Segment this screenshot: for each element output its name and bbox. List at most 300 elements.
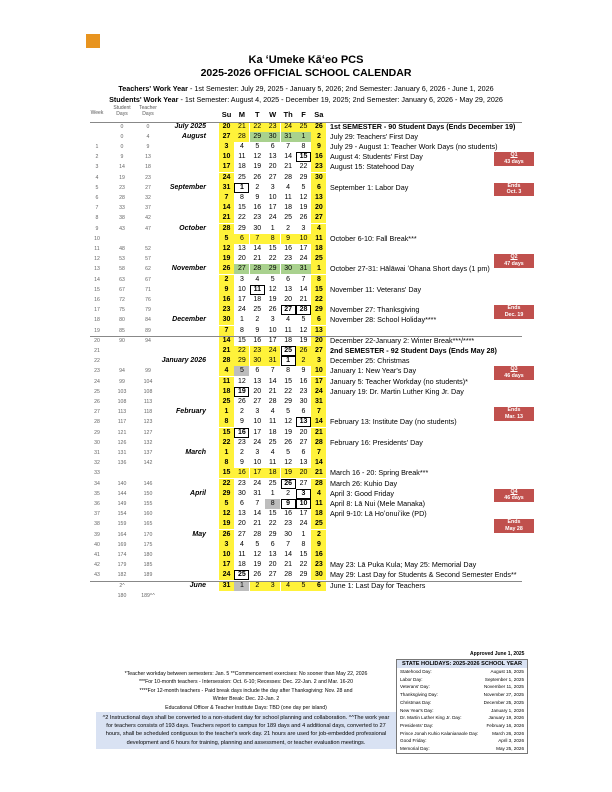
holiday-name: Christmas Day: (400, 699, 432, 705)
quarter-days-tag (494, 489, 534, 503)
calendar-day: 11 (238, 153, 246, 161)
week-number: 8 (95, 215, 99, 222)
calendar-day: 6 (301, 408, 306, 416)
teacher-days-count: 71 (145, 286, 151, 293)
calendar-day: 18 (253, 295, 262, 303)
calendar-day: 22 (311, 295, 326, 305)
quarter-label: Q1 (510, 152, 518, 159)
calendar-day: 13 (268, 153, 277, 161)
quarter-ends-label: Ends (507, 182, 521, 189)
month-label: September (169, 183, 206, 191)
week-number: 13 (94, 266, 100, 273)
calendar-day: 24 (265, 346, 280, 356)
calendar-day: 15 (284, 377, 292, 385)
calendar-day: 28 (219, 224, 234, 234)
calendar-day: 28 (250, 264, 265, 274)
calendar-day: 25 (284, 214, 292, 222)
teacher-days-count: 142 (143, 460, 153, 467)
calendar-day: 29 (311, 305, 326, 315)
calendar-day: 6 (270, 540, 275, 548)
calendar-day: 24 (237, 306, 246, 314)
quarter-label: Q3 (510, 366, 518, 373)
month-label: August (181, 132, 206, 140)
calendar-day: 1 (270, 489, 275, 497)
calendar-day: 6 (239, 499, 244, 507)
holiday-name: Memorial Day: (400, 746, 430, 752)
quarter-end-tag (494, 519, 534, 533)
student-days-count: 164 (117, 531, 127, 538)
calendar-day: 17 (250, 468, 265, 478)
calendar-day: 14 (219, 336, 234, 346)
calendar-day: 8 (301, 540, 306, 548)
month-label: December (172, 316, 206, 324)
calendar-day: 23 (237, 479, 246, 487)
calendar-day: 17 (219, 162, 234, 172)
holiday-name: Veterans' Day: (400, 684, 430, 690)
calendar-day: 23 (311, 162, 326, 172)
student-days-count (114, 356, 130, 366)
student-days-count: 0 (120, 133, 124, 140)
student-days-count (114, 468, 130, 478)
weekday-th: Th (283, 110, 293, 119)
calendar-day: 5 (255, 540, 260, 548)
student-days-count: 174 (117, 551, 127, 558)
teacher-days-count (140, 234, 156, 244)
calendar-day: 27 (311, 346, 326, 356)
calendar-day: 11 (269, 459, 277, 467)
calendar-day: 12 (219, 509, 234, 519)
teacher-days-count: 84 (145, 317, 151, 324)
teacher-days-count: 9 (146, 143, 150, 150)
week-number: 25 (94, 388, 100, 395)
week-number: 33 (94, 470, 100, 477)
calendar-day: 24 (253, 479, 262, 487)
calendar-day: 21 (311, 428, 326, 438)
calendar-day: 14 (219, 203, 234, 213)
week-number: 23 (94, 368, 100, 375)
week-number (90, 132, 104, 142)
calendar-day: 4 (270, 448, 275, 456)
calendar-day: 17 (268, 336, 277, 344)
week-number: 9 (95, 225, 99, 232)
calendar-day: 12 (284, 459, 292, 467)
quarter-label: Q4 (510, 488, 518, 495)
teacher-days-count: 189^^ (141, 592, 155, 599)
calendar-day: 22 (219, 479, 234, 489)
holiday-date: January 1, 2026 (491, 707, 524, 713)
calendar-day: 1 (296, 132, 311, 142)
teacher-days-count: 23 (145, 174, 151, 181)
calendar-day: 21 (253, 520, 262, 528)
teacher-days-count: 76 (145, 296, 151, 303)
calendar-day: 30 (253, 224, 262, 232)
calendar-day: 17 (299, 510, 308, 518)
week-number: 26 (94, 398, 100, 405)
calendar-day: 9 (219, 285, 234, 295)
calendar-day: 10 (219, 550, 234, 560)
calendar-day: 7 (250, 234, 265, 244)
student-days-count: 117 (117, 419, 127, 426)
calendar-day: 4 (255, 275, 260, 283)
calendar-day: 4 (286, 316, 291, 324)
weekday-t: T (255, 110, 260, 119)
calendar-day: 13 (237, 510, 246, 518)
calendar-day: 13 (237, 244, 246, 252)
student-days-count: 140 (117, 480, 127, 487)
calendar-day: 26 (299, 214, 308, 222)
quarter-days-tag (494, 366, 534, 380)
calendar-day: 14 (299, 285, 308, 293)
calendar-day: 31 (311, 397, 326, 407)
holiday-date: November 11, 2025 (483, 684, 524, 690)
student-days-count: 180 (117, 592, 127, 599)
teacher-days-count: 47 (145, 225, 151, 232)
student-days-count: 28 (119, 194, 125, 201)
week-number: 28 (94, 419, 100, 426)
quarter-end-date: Mar. 13 (505, 413, 523, 420)
calendar-day: 20 (311, 336, 326, 346)
calendar-day: 6 (270, 142, 275, 150)
student-days-count: 94 (119, 368, 125, 375)
calendar-day: 23 (237, 438, 246, 446)
calendar-day: 12 (253, 550, 262, 558)
calendar-day: 27 (237, 530, 246, 538)
teacher-days-count: 155 (143, 500, 153, 507)
calendar-day: 18 (284, 204, 292, 212)
footnote-line: Educational Officer & Teacher Institute Days: TBD (one day per island) (165, 704, 327, 711)
calendar-day: 15 (237, 204, 246, 212)
calendar-day: 12 (299, 326, 308, 334)
calendar-day: 28 (311, 438, 326, 448)
calendar-day: 1 (239, 316, 244, 324)
calendar-day: 11 (284, 193, 292, 201)
calendar-day: 20 (219, 122, 234, 132)
teacher-days-count (140, 346, 156, 356)
student-days-count: 108 (117, 398, 127, 405)
event-note: November 28: School Holiday**** (330, 315, 437, 325)
event-note: December 25: Christmas (330, 356, 410, 366)
calendar-day: 14 (284, 550, 292, 558)
calendar-day: 19 (219, 254, 234, 264)
holiday-row (397, 683, 527, 691)
student-days-count: 154 (117, 511, 127, 518)
holiday-row (397, 699, 527, 707)
teacher-days-count: 67 (145, 276, 151, 283)
teacher-days-count: 13 (145, 154, 151, 161)
calendar-day: 10 (268, 326, 277, 334)
month-label: July 2025 (174, 122, 206, 130)
calendar-day: 2 (311, 530, 326, 540)
student-days-count: 19 (119, 174, 125, 181)
student-days-count: 0 (120, 143, 124, 150)
holiday-name: Statehood Day: (400, 669, 432, 674)
calendar-day: 25 (281, 346, 296, 356)
calendar-day: 2 (255, 316, 260, 324)
weekday-sa: Sa (314, 110, 324, 119)
calendar-day: 19 (253, 561, 262, 569)
calendar-day: 27 (299, 438, 308, 446)
calendar-day: 14 (253, 244, 262, 252)
teacher-days-count: 4 (146, 133, 150, 140)
row-separator (90, 336, 522, 337)
calendar-day: 19 (299, 336, 308, 344)
event-note: March 16 - 20: Spring Break*** (330, 468, 429, 478)
calendar-day: 18 (268, 428, 277, 436)
calendar-day: 3 (265, 581, 280, 591)
calendar-day: 24 (299, 520, 308, 528)
calendar-day: 31 (296, 264, 311, 274)
week-number: 11 (94, 245, 100, 252)
calendar-day: 12 (237, 377, 246, 385)
calendar-day: 1 (234, 581, 249, 591)
teacher-days-count: 189 (143, 572, 153, 579)
month-label: November (171, 265, 206, 273)
student-days-count: 48 (119, 245, 125, 252)
week-number: 29 (94, 429, 100, 436)
calendar-day: 25 (268, 438, 277, 446)
calendar-day: 4 (311, 224, 326, 234)
calendar-day: 15 (237, 336, 246, 344)
calendar-day: 9 (281, 234, 296, 244)
calendar-day: 28 (311, 479, 326, 489)
state-holidays-box (396, 659, 528, 754)
calendar-day: 20 (268, 561, 277, 569)
week-col-header: Week (90, 110, 104, 116)
calendar-day: 13 (284, 285, 292, 293)
week-number: 1 (95, 143, 99, 150)
student-days-count: 14 (119, 164, 125, 171)
calendar-day: 23 (253, 214, 262, 222)
event-note: July 29: Teachers' First Day (330, 131, 418, 141)
calendar-day: 21 (234, 122, 249, 132)
student-days-count: 63 (119, 276, 125, 283)
calendar-day: 1 (301, 530, 306, 538)
quarter-label: Q2 (510, 254, 518, 261)
teachers-work-year (0, 84, 612, 93)
teacher-days-count: 0 (146, 123, 150, 130)
calendar-day: 25 (268, 479, 277, 487)
holiday-row (397, 707, 527, 715)
quarter-end-date: May 28 (505, 526, 523, 533)
week-number: 24 (94, 378, 100, 385)
calendar-day: 31 (253, 489, 262, 497)
calendar-day: 18 (311, 244, 326, 254)
week-number: 42 (94, 562, 100, 569)
calendar-day: 14 (268, 377, 277, 385)
calendar-day: 18 (219, 387, 234, 397)
week-number: 2 (95, 154, 99, 161)
calendar-day: 21 (299, 295, 308, 303)
calendar-day: 16 (311, 152, 326, 162)
calendar-day: 15 (296, 152, 311, 162)
calendar-day: 27 (281, 305, 296, 315)
student-days-count: 85 (119, 327, 125, 334)
state-holidays-list (397, 668, 527, 753)
teacher-days-count: 52 (145, 245, 151, 252)
week-number: 18 (94, 317, 100, 324)
calendar-day: 18 (237, 561, 246, 569)
week-number: 38 (94, 521, 100, 528)
calendar-day: 1 (234, 183, 249, 193)
calendar-day: 27 (234, 264, 249, 274)
week-number: 14 (94, 276, 100, 283)
week-number: 40 (94, 541, 100, 548)
calendar-day: 20 (299, 428, 308, 436)
quarter-days-tag (494, 254, 534, 268)
calendar-day: 30 (250, 356, 265, 366)
holiday-row (397, 722, 527, 730)
calendar-day: 29 (219, 489, 234, 499)
calendar-day: 3 (255, 408, 260, 416)
holiday-date: November 27, 2025 (483, 692, 524, 698)
week-number: 22 (94, 358, 100, 365)
holiday-date: January 19, 2026 (488, 715, 524, 721)
calendar-day: 9 (239, 418, 244, 426)
month-label: February (176, 408, 206, 416)
calendar-day: 30 (311, 570, 326, 580)
calendar-day: 27 (253, 397, 262, 405)
calendar-day: 30 (237, 489, 246, 497)
calendar-day: 6 (301, 448, 306, 456)
week-number: 21 (94, 347, 100, 354)
calendar-day: 5 (219, 234, 234, 244)
calendar-day: 24 (311, 387, 326, 397)
calendar-day: 16 (219, 295, 234, 305)
holiday-name: Labor Day: (400, 676, 423, 682)
calendar-day: 22 (299, 561, 308, 569)
teacher-days-count: 99 (145, 368, 151, 375)
event-note: September 1: Labor Day (330, 182, 409, 192)
calendar-day: 5 (286, 408, 291, 416)
calendar-day: 27 (219, 132, 234, 142)
calendar-day: 5 (234, 366, 249, 376)
week-number: 27 (94, 409, 100, 416)
weekday-m: M (238, 110, 246, 119)
calendar-day: 3 (311, 356, 326, 366)
calendar-day: 12 (268, 285, 277, 293)
teachers-work-year-label: Teachers' Work Year (118, 84, 188, 93)
calendar-day: 7 (219, 193, 234, 203)
calendar-day: 25 (296, 122, 311, 132)
teacher-days-count: 150 (143, 490, 153, 497)
calendar-day: 3 (270, 316, 275, 324)
quarter-days: 43 days (504, 158, 524, 165)
teacher-days-count: 175 (143, 541, 153, 548)
calendar-day: 8 (265, 499, 280, 509)
teacher-days-count: 185 (143, 562, 153, 569)
calendar-day: 31 (219, 581, 234, 591)
calendar-day: 18 (265, 468, 280, 478)
teacher-days-count: 137 (143, 449, 153, 456)
calendar-day: 8 (219, 458, 234, 468)
calendar-day: 10 (311, 366, 326, 376)
week-number: 16 (94, 296, 100, 303)
holiday-row (397, 730, 527, 738)
holiday-row (397, 676, 527, 684)
calendar-day: 27 (311, 213, 326, 223)
calendar-day: 7 (311, 407, 326, 417)
calendar-day: 15 (268, 244, 277, 252)
calendar-day: 24 (268, 214, 277, 222)
calendar-day: 9 (301, 367, 306, 375)
calendar-day: 28 (253, 530, 262, 538)
calendar-day: 10 (237, 285, 246, 293)
calendar-day: 7 (311, 448, 326, 458)
week-number: 10 (94, 235, 100, 242)
student-days-count: 58 (119, 266, 125, 273)
calendar-day: 17 (219, 560, 234, 570)
calendar-day: 15 (268, 510, 277, 518)
calendar-day: 19 (234, 387, 249, 397)
calendar-day: 16 (234, 428, 249, 438)
week-number: 20 (94, 337, 100, 344)
calendar-day: 29 (250, 132, 265, 142)
calendar-day: 5 (286, 448, 291, 456)
calendar-day: 2 (286, 224, 291, 232)
quarter-days: 46 days (504, 373, 524, 380)
holiday-row (397, 745, 527, 753)
event-note: April 9-10: Lā Hoʻonuiʻike (PD) (330, 509, 427, 519)
calendar-day: 4 (311, 489, 326, 499)
holiday-row (397, 737, 527, 745)
calendar-day: 2 (219, 275, 234, 285)
teacher-days-count: 160 (143, 511, 153, 518)
calendar-day: 22 (219, 438, 234, 448)
calendar-day: 26 (281, 479, 296, 489)
calendar-day: 29 (265, 264, 280, 274)
calendar-day: 22 (268, 520, 277, 528)
calendar-day: 3 (301, 224, 306, 232)
calendar-day: 10 (296, 234, 311, 244)
teacher-days-col-header: Teacher Days (139, 105, 157, 117)
calendar-day: 1 (219, 407, 234, 417)
calendar-day: 3 (239, 275, 244, 283)
event-note: February 13: Institute Day (no students) (330, 417, 457, 427)
teacher-days-count: 132 (143, 439, 153, 446)
calendar-day: 28 (284, 173, 292, 181)
calendar-day: 11 (250, 285, 265, 295)
week-number: 30 (94, 439, 100, 446)
week-number: 7 (95, 205, 99, 212)
event-note: October 6-10: Fall Break*** (330, 233, 417, 243)
students-work-year-text: - 1st Semester: August 4, 2025 - December 19, 2025; 2nd Semester: January 6, 2026 - May 29, 2026 (178, 95, 503, 104)
weekday-su: Su (221, 110, 232, 119)
calendar-day: 15 (219, 428, 234, 438)
calendar-day: 30 (219, 315, 234, 325)
calendar-day: 24 (281, 122, 296, 132)
calendar-day: 1 (219, 448, 234, 458)
calendar-day: 6 (311, 315, 326, 325)
calendar-day: 3 (219, 540, 234, 550)
holiday-row (397, 714, 527, 722)
calendar-day: 19 (284, 428, 292, 436)
calendar-day: 25 (219, 397, 234, 407)
calendar-day: 2 (286, 489, 291, 497)
calendar-day: 27 (299, 479, 308, 487)
calendar-day: 20 (253, 387, 262, 395)
teacher-days-count: 118 (143, 409, 153, 416)
calendar-day: 20 (237, 255, 246, 263)
week-number: 43 (94, 572, 100, 579)
calendar-day: 21 (253, 255, 262, 263)
teacher-days-count: 165 (143, 521, 153, 528)
calendar-day: 8 (265, 234, 280, 244)
calendar-day: 15 (299, 550, 308, 558)
holiday-name: New Year's Day: (400, 707, 434, 713)
student-days-count: 53 (119, 256, 125, 263)
calendar-day: 22 (284, 387, 292, 395)
calendar-day: 11 (311, 234, 326, 244)
